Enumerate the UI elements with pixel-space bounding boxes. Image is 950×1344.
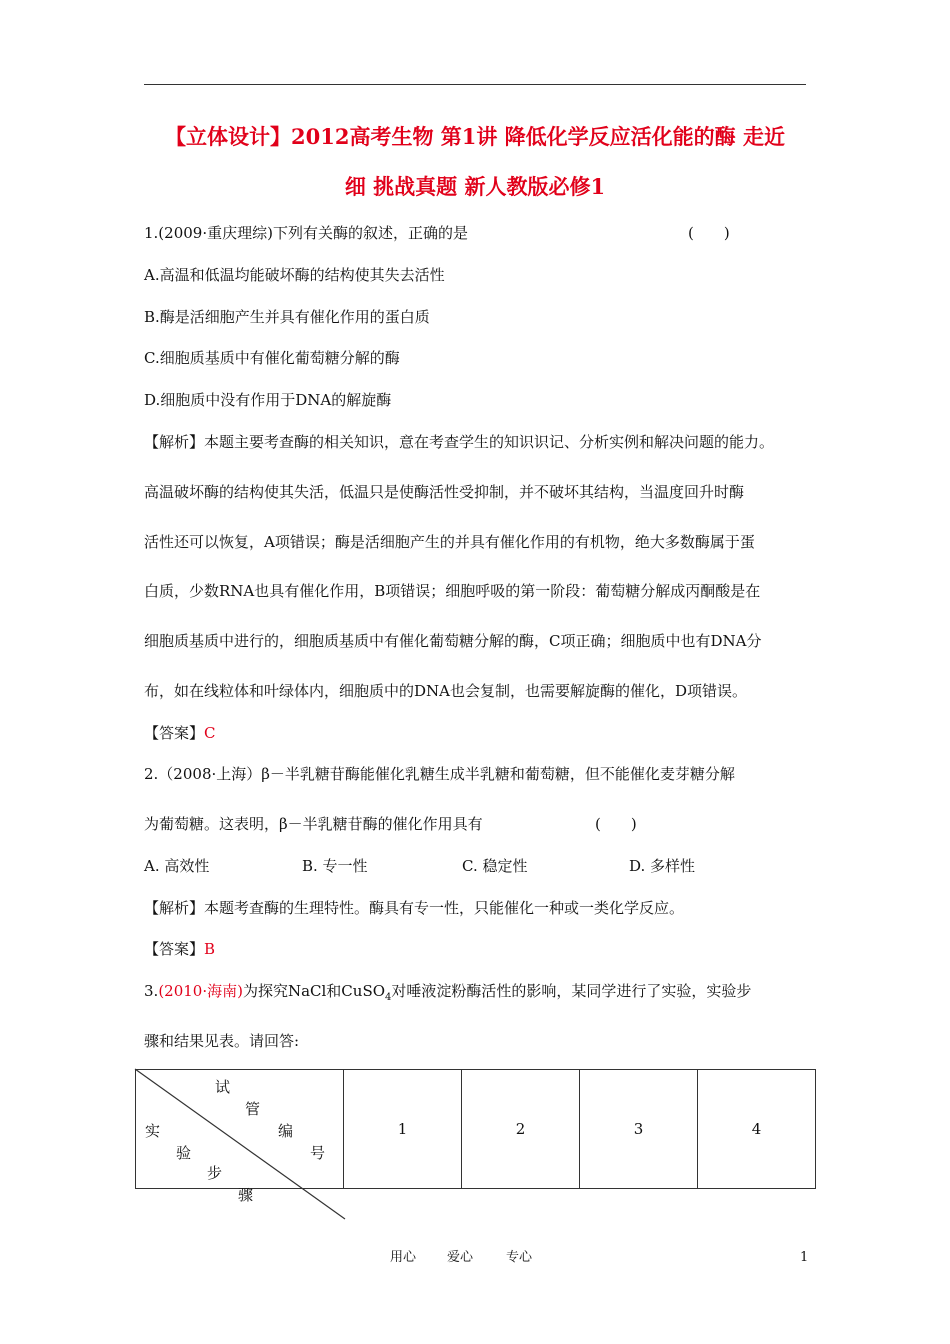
q2-answer-blank: ( ) [595,815,637,833]
q1-analysis-line-5: 细胞质基质中进行的，细胞质基质中有催化葡萄糖分解的酶，C项正确；细胞质中也有DNA分 [144,632,762,650]
table-column-header-3: 3 [580,1070,698,1189]
table-column-header-4: 4 [698,1070,816,1189]
q1-answer [144,726,216,741]
q2-option-a: A. 高效性 [144,857,210,875]
diag-label-hao: 号 [310,1144,326,1162]
page-title-line-1: 【立体设计】2012高考生物 第1讲 降低化学反应活化能的酶 走近 [165,124,785,149]
q2-analysis: 【解析】本题考查酶的生理特性。酶具有专一性，只能催化一种或一类化学反应。 [144,899,685,917]
table-column-header-1: 1 [344,1070,462,1189]
q2-option-c: C. 稳定性 [462,857,528,875]
q1-analysis-line-1: 【解析】本题主要考查酶的相关知识，意在考查学生的知识识记、分析实例和解决问题的能力。 [144,433,775,451]
q3-stem-subscript: 4 [385,992,392,1003]
q3-stem-part-b: 对唾液淀粉酶活性的影响，某同学进行了实验，实验步 [391,982,752,1000]
table-column-header-2: 2 [462,1070,580,1189]
q2-answer [144,942,215,957]
q2-option-b: B. 专一性 [302,857,368,875]
footer-word-2: 爱心 [447,1250,474,1265]
q1-option-a: A.高温和低温均能破坏酶的结构使其失去活性 [144,266,445,284]
q2-stem-line-2: 为葡萄糖。这表明，β－半乳糖苷酶的催化作用具有 [144,815,483,833]
diag-label-shi: 试 [215,1078,231,1096]
q3-stem-line-1 [144,984,751,1003]
q1-answer-blank: ( ) [688,224,730,242]
q1-option-b: B.酶是活细胞产生并具有催化作用的蛋白质 [144,308,430,326]
diag-label-zhou: 骤 [238,1186,254,1204]
q3-stem-part-a: 为探究NaCl和CuSO [242,982,386,1000]
footer-word-1: 用心 [390,1250,417,1265]
q2-option-d: D. 多样性 [629,857,696,875]
q3-stem-line-2: 骤和结果见表。请回答: [144,1032,300,1050]
q1-answer-value: C [204,724,216,742]
q2-stem-line-1: 2.（2008·上海）β－半乳糖苷酶能催化乳糖生成半乳糖和葡萄糖，但不能催化麦芽糖分解 [144,765,735,783]
q3-number: 3. [144,982,159,1000]
q1-analysis-line-6: 布，如在线粒体和叶绿体内，细胞质中的DNA也会复制，也需要解旋酶的催化，D项错误。 [144,682,748,700]
q1-analysis-line-4: 白质，少数RNA也具有催化作用，B项错误；细胞呼吸的第一阶段：葡萄糖分解成丙酮酸是在 [144,582,761,600]
diag-label-yan: 验 [176,1144,192,1162]
page-title-line-2: 细 挑战真题 新人教版必修1 [344,174,606,199]
q1-analysis-line-2: 高温破坏酶的结构使其失活，低温只是使酶活性受抑制，并不破坏其结构，当温度回升时酶 [144,483,745,501]
q3-source: (2010·海南) [158,982,243,1000]
q1-stem: 1.(2009·重庆理综)下列有关酶的叙述，正确的是 [144,224,468,242]
header-rule [144,84,806,85]
diag-label-shi2: 实 [145,1122,161,1140]
q1-option-d: D.细胞质中没有作用于DNA的解旋酶 [144,391,392,409]
diag-label-bu: 步 [207,1164,223,1182]
q2-answer-label: 【答案】 [144,940,205,958]
q1-option-c: C.细胞质基质中有催化葡萄糖分解的酶 [144,349,400,367]
footer-word-3: 专心 [506,1250,533,1265]
q1-analysis-line-3: 活性还可以恢复，A项错误；酶是活细胞产生的并具有催化作用的有机物，绝大多数酶属于蛋 [144,533,755,551]
page-number: 1 [800,1250,809,1265]
q1-answer-label: 【答案】 [144,724,205,742]
q2-answer-value: B [204,940,216,958]
diag-label-guan: 管 [245,1100,261,1118]
diag-label-bian: 编 [278,1122,294,1140]
